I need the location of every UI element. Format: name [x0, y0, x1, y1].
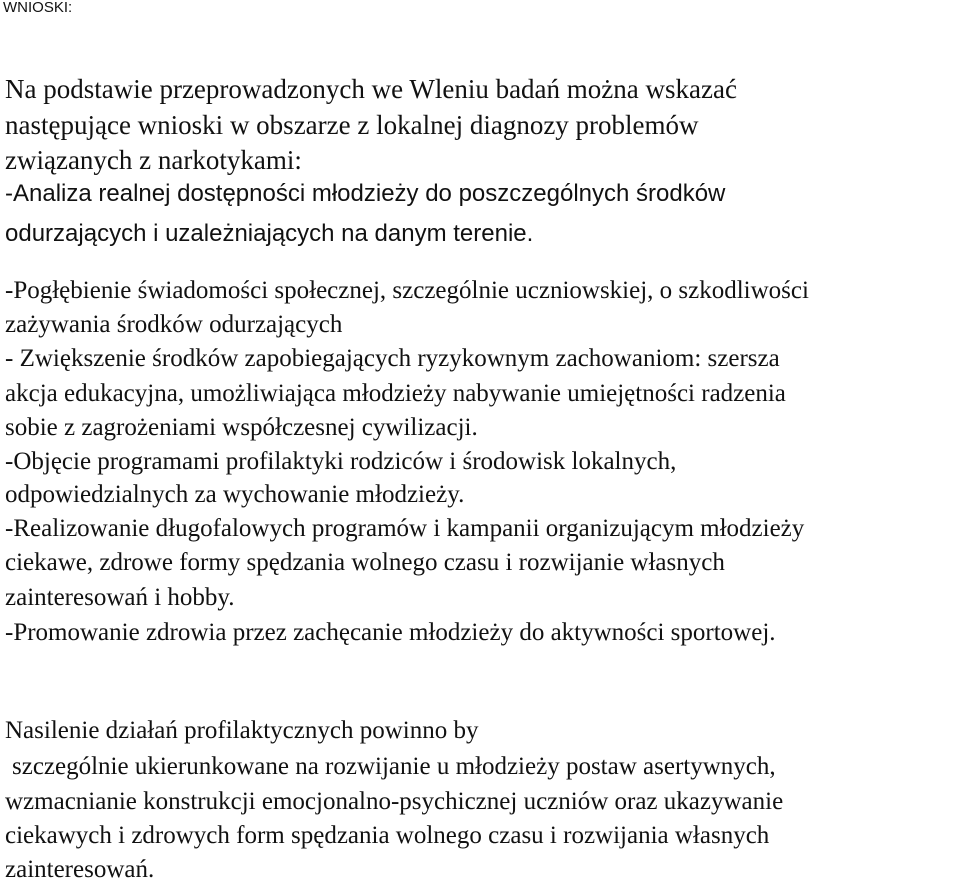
intro-line-2: następujące wnioski w obszarze z lokalnej diagnozy problemów: [5, 110, 699, 140]
bullet-2-line-2: zażywania środków odurzających: [5, 311, 343, 338]
bullet-3-line-3: sobie z zagrożeniami współczesnej cywilizacji.: [5, 414, 478, 441]
heading: WNIOSKI:: [3, 0, 73, 16]
conclusion-line-2: szczególnie ukierunkowane na rozwijanie u młodzieży postaw asertywnych,: [12, 753, 776, 780]
bullet-3-line-2: akcja edukacyjna, umożliwiająca młodzieży nabywanie umiejętności radzenia: [5, 380, 786, 407]
intro-line-1: Na podstawie przeprowadzonych we Wleniu badań można wskazać: [5, 74, 737, 104]
bullet-4-line-1: -Objęcie programami profilaktyki rodziców i środowisk lokalnych,: [5, 448, 677, 475]
bullet-1-line-2: odurzających i uzależniających na danym terenie.: [5, 220, 534, 247]
conclusion-line-5: zainteresowań.: [5, 856, 155, 883]
conclusion-line-3: wzmacnianie konstrukcji emocjonalno-psychicznej uczniów oraz ukazywanie: [5, 788, 784, 815]
conclusion-line-4: ciekawych i zdrowych form spędzania wolnego czasu i rozwijania własnych: [5, 822, 770, 849]
bullet-6-line-1: -Promowanie zdrowia przez zachęcanie młodzieży do aktywności sportowej.: [5, 619, 776, 646]
conclusion-line-1: Nasilenie działań profilaktycznych powinno by: [5, 717, 479, 744]
bullet-2-line-1: -Pogłębienie świadomości społecznej, szczególnie uczniowskiej, o szkodliwości: [5, 277, 809, 304]
bullet-1-line-1: -Analiza realnej dostępności młodzieży do poszczególnych środków: [5, 180, 726, 207]
bullet-4-line-2: odpowiedzialnych za wychowanie młodzieży.: [5, 481, 465, 508]
bullet-3-line-1: - Zwiększenie środków zapobiegających ryzykownym zachowaniom: szersza: [5, 345, 780, 372]
bullet-5-line-3: zainteresowań i hobby.: [5, 584, 235, 611]
bullet-5-line-1: -Realizowanie długofalowych programów i kampanii organizującym młodzieży: [5, 515, 805, 542]
bullet-5-line-2: ciekawe, zdrowe formy spędzania wolnego czasu i rozwijanie własnych: [5, 549, 725, 576]
intro-line-3: związanych z narkotykami:: [5, 145, 302, 175]
